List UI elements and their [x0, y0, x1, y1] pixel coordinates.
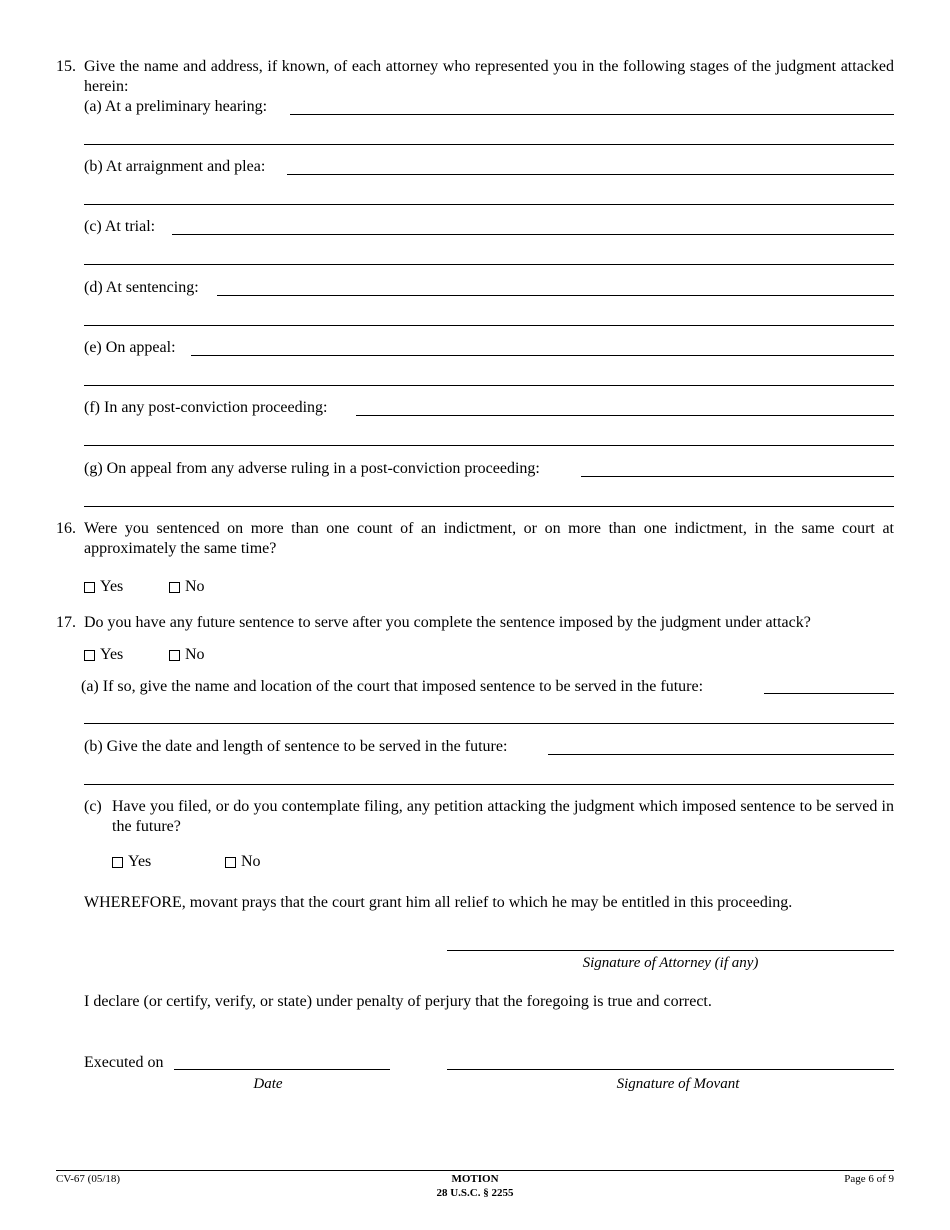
q17-b-input[interactable] — [548, 754, 894, 755]
q15-b-input[interactable] — [287, 174, 894, 175]
q15-g-input-line2[interactable] — [84, 506, 894, 507]
footer-subtitle: 28 U.S.C. § 2255 — [436, 1187, 514, 1199]
q15-g-input[interactable] — [581, 476, 894, 477]
checkbox-icon — [225, 857, 236, 868]
q17-c-text: Have you filed, or do you contemplate filing, any petition attacking the judgment which imposed sentence to be served in the future? — [112, 798, 894, 835]
q16-no-checkbox[interactable] — [169, 577, 205, 597]
movant-signature-line[interactable] — [447, 1069, 894, 1070]
q15-d-input-line2[interactable] — [84, 325, 894, 326]
q17-text: Do you have any future sentence to serve after you complete the sentence imposed by the judgment under attack? — [84, 614, 811, 631]
q17-no-label: No — [185, 646, 205, 663]
q16-text: Were you sentenced on more than one count of an indictment, or on more than one indictment, in the same court at approximately the same time? — [84, 520, 894, 557]
declaration-text: I declare (or certify, verify, or state) under penalty of perjury that the foregoing is true and correct. — [84, 993, 712, 1010]
q15-a-input-line2[interactable] — [84, 144, 894, 145]
q16-no-label: No — [185, 578, 205, 595]
q17-number: 17. — [56, 614, 76, 631]
q15-b-input-line2[interactable] — [84, 204, 894, 205]
wherefore-text: WHEREFORE, movant prays that the court grant him all relief to which he may be entitled in this proceeding. — [84, 894, 793, 911]
movant-signature-label: Signature of Movant — [616, 1076, 740, 1092]
q15-e-input-line2[interactable] — [84, 385, 894, 386]
q16-number: 16. — [56, 520, 76, 537]
q15-c-label: (c) At trial: — [84, 218, 156, 235]
q17-yes-label: Yes — [100, 646, 124, 663]
q15-number: 15. — [56, 58, 76, 75]
checkbox-icon — [112, 857, 123, 868]
q17-a-label: (a) If so, give the name and location of the court that imposed sentence to be served in the future: — [81, 678, 704, 695]
date-input[interactable] — [174, 1069, 390, 1070]
q15-e-input[interactable] — [191, 355, 894, 356]
checkbox-icon — [169, 650, 180, 661]
q17-a-input[interactable] — [764, 693, 894, 694]
q17-c-prefix: (c) — [84, 798, 102, 815]
q16-yes-checkbox[interactable] — [84, 577, 123, 597]
q17-c-yes-label: Yes — [128, 853, 152, 870]
q15-a-label: (a) At a preliminary hearing: — [84, 98, 268, 115]
checkbox-icon — [84, 582, 95, 593]
q15-c-input[interactable] — [172, 234, 894, 235]
q15-g-label: (g) On appeal from any adverse ruling in a post-conviction proceeding: — [84, 460, 540, 477]
q17-c-yes-checkbox[interactable] — [112, 852, 151, 872]
q17-b-label: (b) Give the date and length of sentence to be served in the future: — [84, 738, 508, 755]
q17-b-input-line2[interactable] — [84, 784, 894, 785]
q15-f-label: (f) In any post-conviction proceeding: — [84, 399, 328, 416]
q17-a-input-line2[interactable] — [84, 723, 894, 724]
q15-text: Give the name and address, if known, of each attorney who represented you in the following stages of the judgment attacked herein: — [84, 58, 894, 95]
attorney-signature-line[interactable] — [447, 950, 894, 951]
checkbox-icon — [84, 650, 95, 661]
q17-no-checkbox[interactable] — [169, 645, 205, 665]
q15-b-label: (b) At arraignment and plea: — [84, 158, 266, 175]
attorney-signature-label: Signature of Attorney (if any) — [582, 955, 759, 971]
q17-c-no-label: No — [241, 853, 261, 870]
q15-d-label: (d) At sentencing: — [84, 279, 199, 296]
footer-title: MOTION — [451, 1173, 499, 1185]
q15-f-input-line2[interactable] — [84, 445, 894, 446]
q17-c-no-checkbox[interactable] — [225, 852, 261, 872]
q15-a-input[interactable] — [290, 114, 894, 115]
q15-c-input-line2[interactable] — [84, 264, 894, 265]
executed-on-label: Executed on — [84, 1054, 164, 1071]
date-label: Date — [253, 1076, 283, 1092]
footer-rule — [56, 1170, 894, 1171]
checkbox-icon — [169, 582, 180, 593]
q17-yes-checkbox[interactable] — [84, 645, 123, 665]
footer-form-id: CV-67 (05/18) — [56, 1173, 121, 1185]
q15-e-label: (e) On appeal: — [84, 339, 176, 356]
footer-page-number: Page 6 of 9 — [844, 1173, 894, 1185]
q16-yes-label: Yes — [100, 578, 124, 595]
q15-d-input[interactable] — [217, 295, 894, 296]
q15-f-input[interactable] — [356, 415, 894, 416]
